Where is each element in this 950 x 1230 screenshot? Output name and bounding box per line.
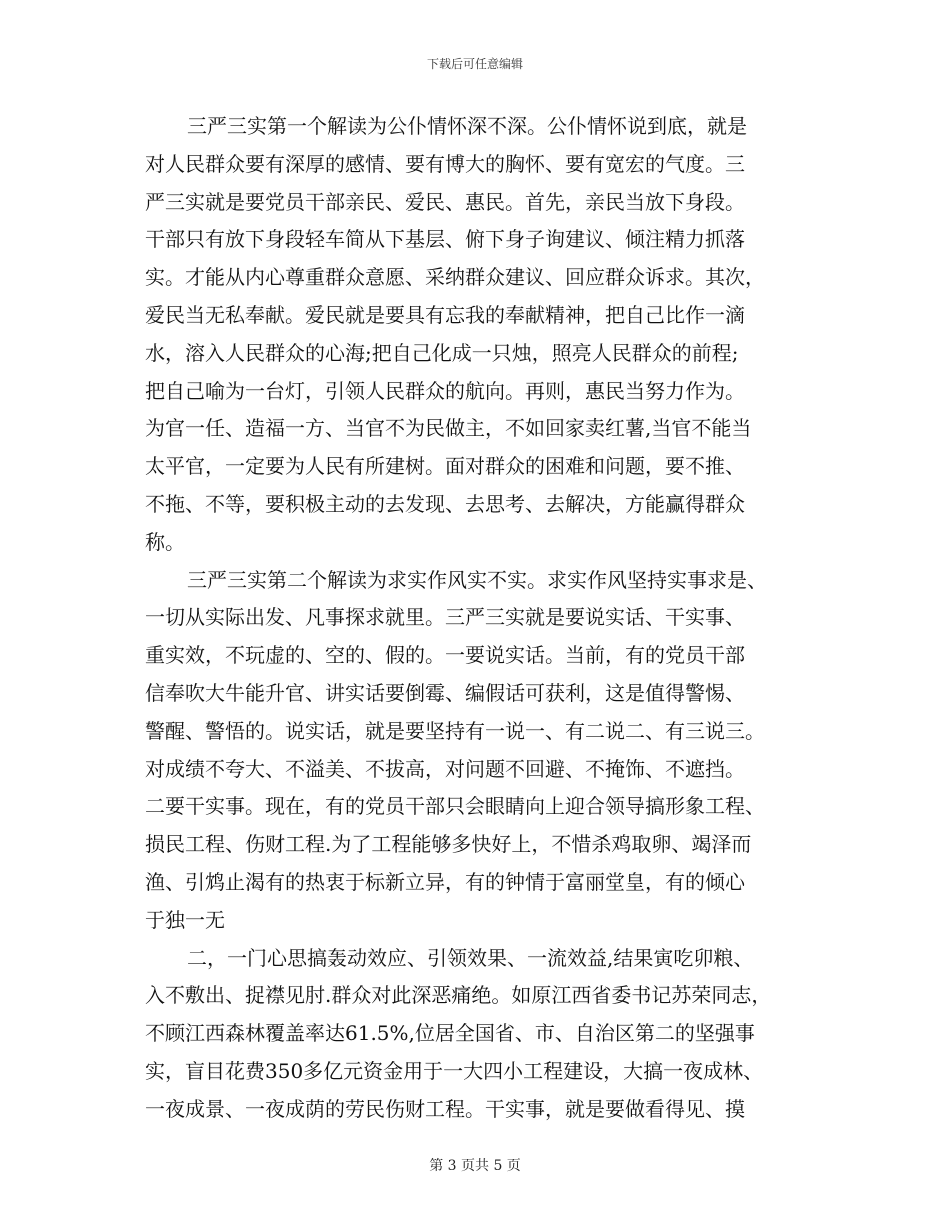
text-line: 三严三实第一个解读为公仆情怀深不深。公仆情怀说到底，就是: [187, 114, 747, 138]
text-line: 为官一任、造福一方、当官不为民做主，不如回家卖红薯,当官不能当: [145, 416, 752, 441]
page-footer: 第 3 页共 5 页: [429, 1158, 521, 1174]
text-line: 对成绩不夸大、不溢美、不拔高，对问题不回避、不掩饰、不遮挡。: [145, 756, 745, 781]
text-line: 水，溶入人民群众的心海;把自己化成一只烛，照亮人民群众的前程;: [145, 340, 739, 365]
text-line: 于独一无: [145, 907, 225, 932]
text-line: 三严三实第二个解读为求实作风实不实。求实作风坚持实事求是、: [187, 567, 767, 592]
text-line: 不拖、不等，要积极主动的去发现、去思考、去解决，方能赢得群众: [145, 491, 745, 516]
text-line: 太平官，一定要为人民有所建树。面对群众的困难和问题，要不推、: [145, 454, 745, 479]
text-line: 称。: [145, 529, 185, 554]
text-line: 对人民群众要有深厚的感情、要有博大的胸怀、要有宽宏的气度。三: [145, 151, 745, 176]
text-line: 一切从实际出发、凡事探求就里。三严三实就是要说实话、干实事、: [145, 605, 745, 630]
text-line: 警醒、警悟的。说实话，就是要坚持有一说一、有二说二、有三说三。: [145, 718, 765, 743]
text-line: 损民工程、伤财工程.为了工程能够多快好上，不惜杀鸡取卵、竭泽而: [145, 832, 752, 857]
text-line: 干部只有放下身段轻车简从下基层、俯下身子询建议、倾注精力抓落: [145, 227, 745, 252]
text-line: 严三实就是要党员干部亲民、爱民、惠民。首先，亲民当放下身段。: [145, 189, 745, 214]
text-line: 一夜成景、一夜成荫的劳民伤财工程。干实事，就是要做看得见、摸: [145, 1096, 745, 1121]
text-line: 重实效，不玩虚的、空的、假的。一要说实话。当前，有的党员干部: [145, 643, 745, 668]
text-line: 实。才能从内心尊重群众意愿、采纳群众建议、回应群众诉求。其次，: [145, 265, 765, 290]
header-note: 下载后可任意编辑: [426, 57, 523, 71]
text-line: 渔、引鸩止渴有的热衷于标新立异，有的钟情于富丽堂皇，有的倾心: [145, 869, 745, 894]
text-line: 二，一门心思搞轰动效应、引领效果、一流效益,结果寅吃卯粮、: [187, 945, 754, 970]
text-line: 把自己喻为一台灯，引领人民群众的航向。再则，惠民当努力作为。: [145, 378, 745, 403]
text-line: 爱民当无私奉献。爱民就是要具有忘我的奉献精神，把自己比作一滴: [145, 302, 745, 327]
text-line: 入不敷出、捉襟见肘.群众对此深恶痛绝。如原江西省委书记苏荣同志，: [145, 983, 772, 1008]
text-line: 信奉吹大牛能升官、讲实话要倒霉、编假话可获利，这是值得警惕、: [145, 680, 745, 705]
text-line: 二要干实事。现在，有的党员干部只会眼睛向上迎合领导搞形象工程、: [145, 794, 765, 819]
text-line: 不顾江西森林覆盖率达61.5%,位居全国省、市、自治区第二的坚强事: [145, 1021, 755, 1046]
body-text: [145, 108, 810, 1129]
text-line: 实，盲目花费350多亿元资金用于一大四小工程建设，大搞一夜成林、: [145, 1058, 764, 1083]
